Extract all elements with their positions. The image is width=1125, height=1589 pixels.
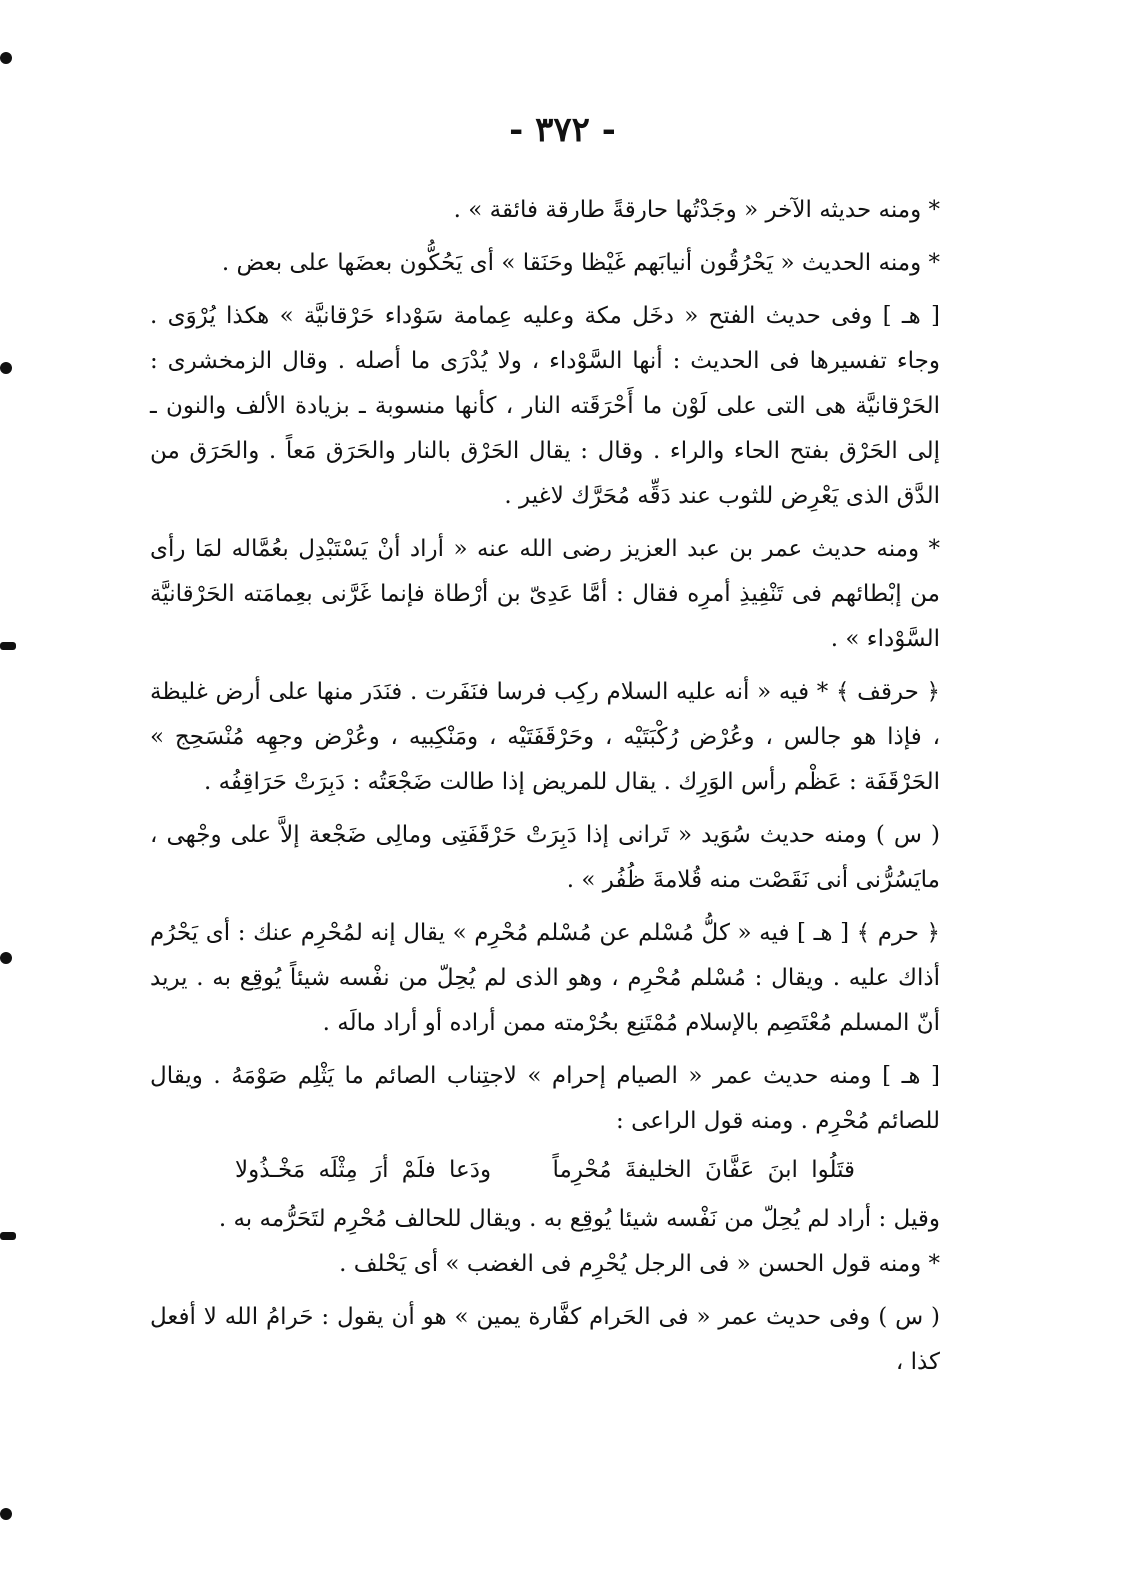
paragraph: [ هـ ] ومنه حديث عمر « الصيام إحرام » لاجتِناب الصائم ما يَثْلِم صَوْمَهُ . ويقال للصائم مُحْرِم . ومنه قول الراعى :	[150, 1063, 940, 1134]
paragraph: ﴿ حرم ﴾ [ هـ ] فيه « كلُّ مُسْلم عن مُسْلم مُحْرِم » يقال إنه لمُحْرِم عنك : أى يَحْرُم أذاك عليه . ويقال : مُسْلم مُحْرِم ، وهو الذى لم يُحِلّ من نفْسه شيئاً يُوقِع به . يريد أنّ المسلم مُعْتَصِم بالإسلام مُمْتَنِع بحُرْمته ممن أراده أو أراد مالَه .	[150, 920, 940, 1036]
main-text	[150, 188, 940, 1393]
paragraph: * ومنه قول الحسن « فى الرجل يُحْرِم فى الغضب » أى يَحْلف .	[339, 1251, 940, 1277]
verse-first-hemistich: قتَلُوا ابنَ عَفَّانَ الخليفةَ مُحْرِماً	[552, 1157, 856, 1183]
paragraph: ( س ) ومنه حديث سُوَيد « تَرانى إذا دَبِرَتْ حَرْقَفَتِى ومالِى ضَجْعة إلاَّ على وجْهى ، مايَسُرُّنى أنى نَقَصْت منه قُلامةَ ظُفُر » .	[150, 822, 940, 893]
binding-hole-mark	[0, 952, 12, 964]
verse-second-hemistich: ودَعا فلَمْ أرَ مِثْلَه مَخْـذُولا	[234, 1157, 492, 1183]
binding-hole-mark	[0, 1232, 16, 1240]
poetry-verse	[150, 1148, 940, 1193]
paragraph: * ومنه حديثه الآخر « وجَدْتُها حارقةً طارقة فائقة » .	[453, 197, 940, 223]
paragraph: [ هـ ] وفى حديث الفتح « دخَل مكة وعليه عِمامة سَوْداء حَرْقانيَّة » هكذا يُرْوَى . وجاء تفسيرها فى الحديث : أنها السَّوْداء ، ولا يُدْرَى ما أصله . وقال الزمخشرى : الحَرْقانيَّة هى التى على لَوْن ما أَحْرَقَته النار ، كأنها منسوبة ـ بزيادة الألف والنون ـ إلى الحَرْق بفتح الحاء والراء . وقال : يقال الحَرْق بالنار والحَرَق مَعاً . والحَرَق من الدَّق الذى يَعْرِض للثوب عند دَقِّه مُحَرَّك لاغير .	[150, 303, 940, 509]
binding-hole-mark	[0, 642, 16, 650]
binding-hole-mark	[0, 52, 12, 64]
paragraph: ﴿ حرقف ﴾ * فيه « أنه عليه السلام ركِب فرسا فنَفَرت . فنَدَر منها على أرض غليظة ، فإذا هو جالس ، وعُرْض رُكْبَتَيْه ، وحَرْقَفَتَيْه ، ومَنْكِبيه ، وعُرْض وجهِه مُنْسَحِج » الحَرْقَفَة : عَظْم رأس الوَرِك . يقال للمريض إذا طالت ضَجْعَتُه : دَبِرَتْ حَرَاقِفُه .	[150, 679, 940, 795]
paragraph: ( س ) وفى حديث عمر « فى الحَرام كفَّارة يمين » هو أن يقول : حَرامُ الله لا أفعل كذا ،	[150, 1304, 940, 1375]
page-number: - ٣٧٢ -	[509, 110, 616, 150]
paragraph: * ومنه حديث عمر بن عبد العزيز رضى الله عنه « أراد أنْ يَسْتَبْدِل بعُمَّاله لمَا رأى من إبْطائهم فى تَنْفِيذِ أمرِه فقال : أمَّا عَدِىّ بن أرْطاة فإنما غَرَّنى بعِمامَته الحَرْقانيَّة السَّوْداء » .	[150, 536, 940, 652]
binding-hole-mark	[0, 1508, 12, 1520]
paragraph: * ومنه الحديث « يَحْرُقُون أنيابَهم غَيْظا وحَنَقا » أى يَحُكُّون بعضَها على بعض .	[221, 250, 940, 276]
binding-hole-mark	[0, 362, 12, 374]
paragraph: وقيل : أراد لم يُحِلّ من نَفْسه شيئا يُوقِع به . ويقال للحالف مُحْرِم لتَحَرُّمه به .	[218, 1206, 940, 1232]
